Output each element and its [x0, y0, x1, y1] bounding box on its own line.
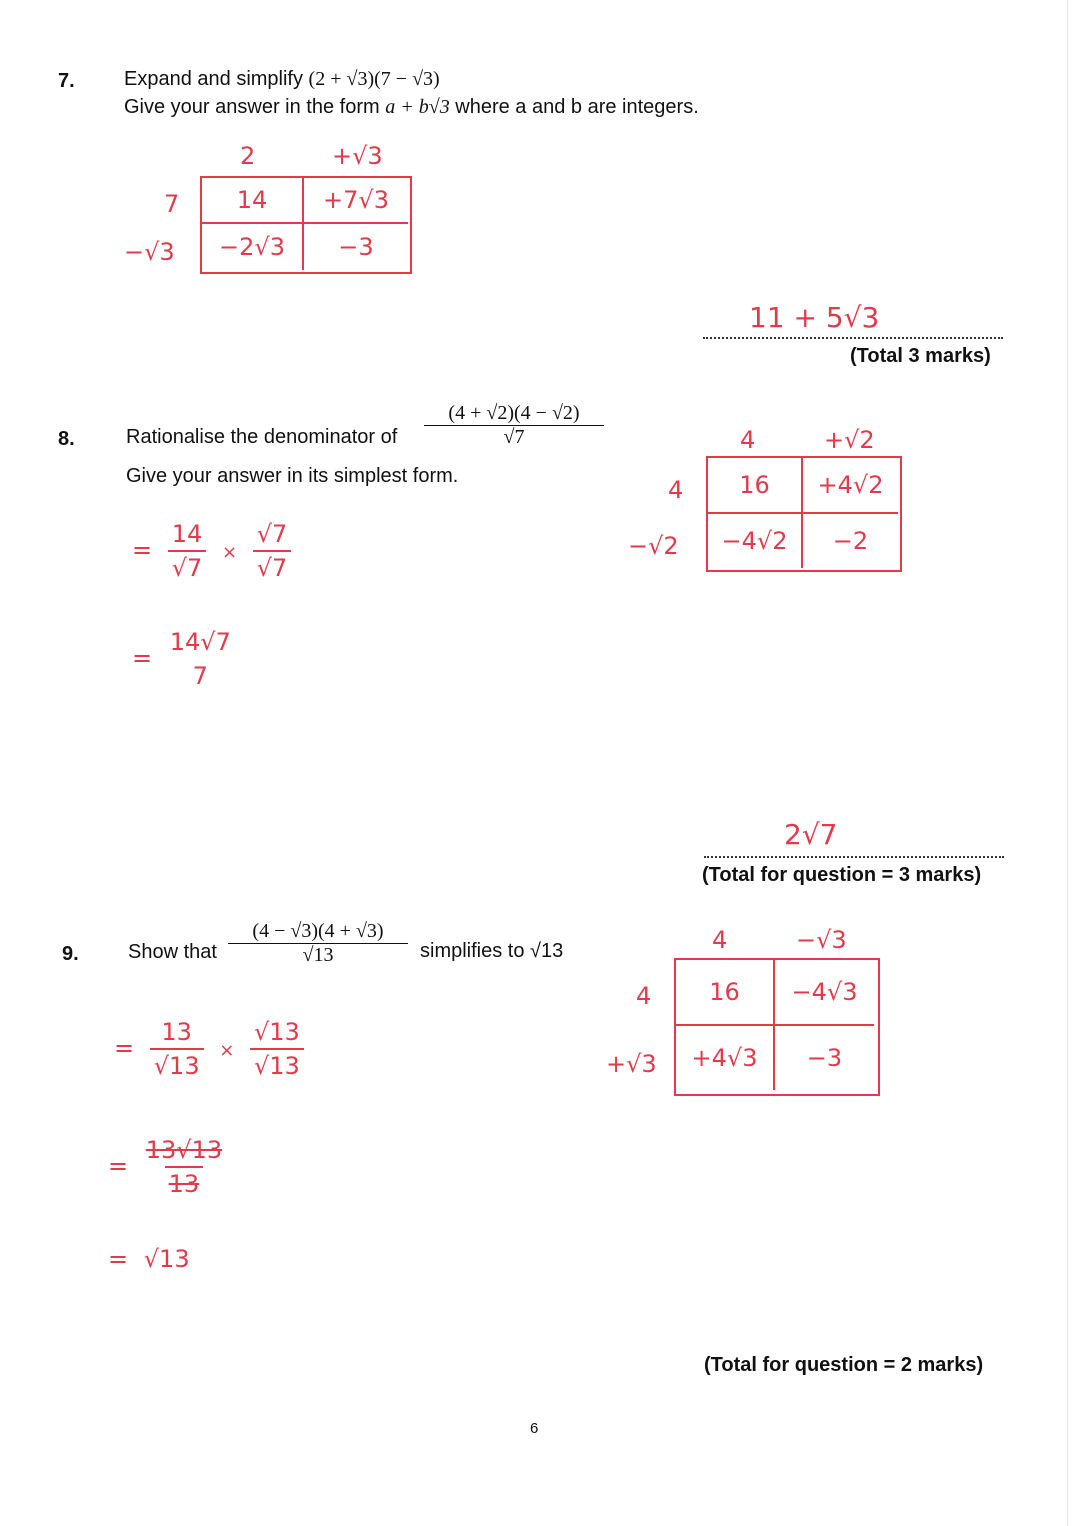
- q7-multiplication-grid: [200, 176, 412, 274]
- q8-multiplication-grid: [706, 456, 902, 572]
- q9-times-sign: ×: [219, 1040, 235, 1061]
- q9-grid-col-header-1: 4: [712, 926, 728, 954]
- q8-total-marks: (Total for question = 3 marks): [702, 864, 982, 886]
- question-7-line-1: [124, 68, 440, 91]
- q8-grid-row-header-2: −√2: [628, 532, 679, 560]
- q9-working-step-2: [108, 1136, 226, 1198]
- q8-grid-cell: +4√2: [803, 458, 898, 514]
- q9-equals-sign: =: [108, 1245, 129, 1273]
- q7-answer-line[interactable]: [703, 301, 1003, 339]
- q9-fraction-3-denominator: 13: [165, 1166, 204, 1198]
- q9-grid-row-header-2: +√3: [606, 1050, 657, 1078]
- q9-working-step-1: [114, 1018, 304, 1080]
- q9-fraction-2-numerator: √13: [253, 1018, 300, 1046]
- question-7-form-prefix: Give your answer in the form: [124, 96, 386, 118]
- q8-times-sign: ×: [221, 542, 238, 563]
- q9-grid-row-header-1: 4: [636, 982, 652, 1010]
- q8-grid-cell: −4√2: [708, 514, 803, 568]
- q7-grid-row-header-2: −√3: [124, 238, 175, 266]
- question-7-form-suffix: where a and b are integers.: [449, 96, 699, 118]
- q9-equals-sign: =: [108, 1152, 129, 1180]
- q8-grid-cell: 16: [708, 458, 803, 514]
- question-8-line-2: Give your answer in its simplest form.: [126, 465, 459, 487]
- q9-grid-cell: 16: [676, 960, 775, 1026]
- q7-grid-cell: −2√3: [202, 224, 304, 270]
- q9-fraction-1-denominator: √13: [150, 1048, 204, 1080]
- q9-fraction-2-denominator: √13: [250, 1048, 304, 1080]
- q7-answer: 11 + 5√3: [749, 301, 880, 334]
- question-7-form: a + b√3: [385, 96, 450, 118]
- question-9-fraction-numerator: (4 − √3)(4 + √3): [252, 920, 384, 942]
- question-7-line-2: [124, 96, 699, 119]
- question-9-prefix: Show that: [128, 941, 217, 963]
- q8-grid-col-header-2: +√2: [824, 426, 875, 454]
- q9-total-marks: (Total for question = 2 marks): [704, 1354, 984, 1376]
- question-9-number: 9.: [62, 943, 79, 965]
- question-8-prefix: Rationalise the denominator of: [126, 426, 398, 448]
- q9-grid-cell: −3: [806, 1044, 843, 1072]
- q8-grid-cell: −2: [832, 527, 869, 555]
- question-8-number: 8.: [58, 428, 75, 450]
- q8-fraction-2-numerator: √7: [256, 520, 288, 548]
- q7-grid-col-header-1: 2: [240, 142, 256, 170]
- q8-fraction-1-numerator: 14: [171, 520, 203, 548]
- question-9-fraction: [228, 920, 408, 967]
- q8-equals-sign: =: [132, 644, 153, 672]
- question-7-instruction: Expand and simplify: [124, 68, 309, 90]
- q9-grid-cell: +4√3: [676, 1026, 775, 1090]
- q9-equals-sign: =: [114, 1034, 135, 1062]
- q8-fraction-3-denominator: 7: [192, 662, 208, 690]
- q8-working-step-2: [132, 628, 235, 690]
- q8-grid-col-header-1: 4: [740, 426, 756, 454]
- q9-grid-cell: −4√3: [775, 960, 874, 1026]
- q7-grid-cell: +7√3: [304, 178, 408, 224]
- q9-grid-col-header-2: −√3: [796, 926, 847, 954]
- q8-fraction-1-denominator: √7: [168, 550, 207, 582]
- q8-equals-sign: =: [132, 536, 153, 564]
- q9-multiplication-grid: [674, 958, 880, 1096]
- question-8-fraction-numerator: (4 + √2)(4 − √2): [448, 402, 580, 424]
- q9-fraction-3-numerator: 13√13: [145, 1136, 223, 1164]
- q7-grid-cell: 14: [202, 178, 304, 224]
- question-8-fraction-denominator: √7: [424, 425, 604, 449]
- q8-fraction-3-numerator: 14√7: [169, 628, 231, 656]
- page-number: 6: [530, 1420, 539, 1437]
- q8-grid-row-header-1: 4: [668, 476, 684, 504]
- q9-final-result: √13: [143, 1245, 190, 1273]
- q7-grid-row-header-1: 7: [164, 190, 180, 218]
- question-8-fraction: [424, 402, 604, 449]
- q8-fraction-2-denominator: √7: [253, 550, 292, 582]
- q9-working-step-3: [108, 1245, 190, 1273]
- q7-total-marks: (Total 3 marks): [850, 345, 991, 367]
- question-9-fraction-denominator: √13: [228, 943, 408, 967]
- q8-answer-line[interactable]: [704, 818, 1004, 858]
- q8-working-step-1: [132, 520, 291, 582]
- question-7-expression: (2 + √3)(7 − √3): [308, 68, 440, 90]
- q8-answer: 2√7: [784, 818, 838, 851]
- page-edge-divider: [1067, 0, 1068, 1526]
- question-7-number: 7.: [58, 70, 75, 92]
- q9-fraction-1-numerator: 13: [161, 1018, 192, 1046]
- question-9-suffix: simplifies to √13: [420, 940, 564, 962]
- q7-grid-col-header-2: +√3: [332, 142, 383, 170]
- q7-grid-cell: −3: [338, 233, 374, 261]
